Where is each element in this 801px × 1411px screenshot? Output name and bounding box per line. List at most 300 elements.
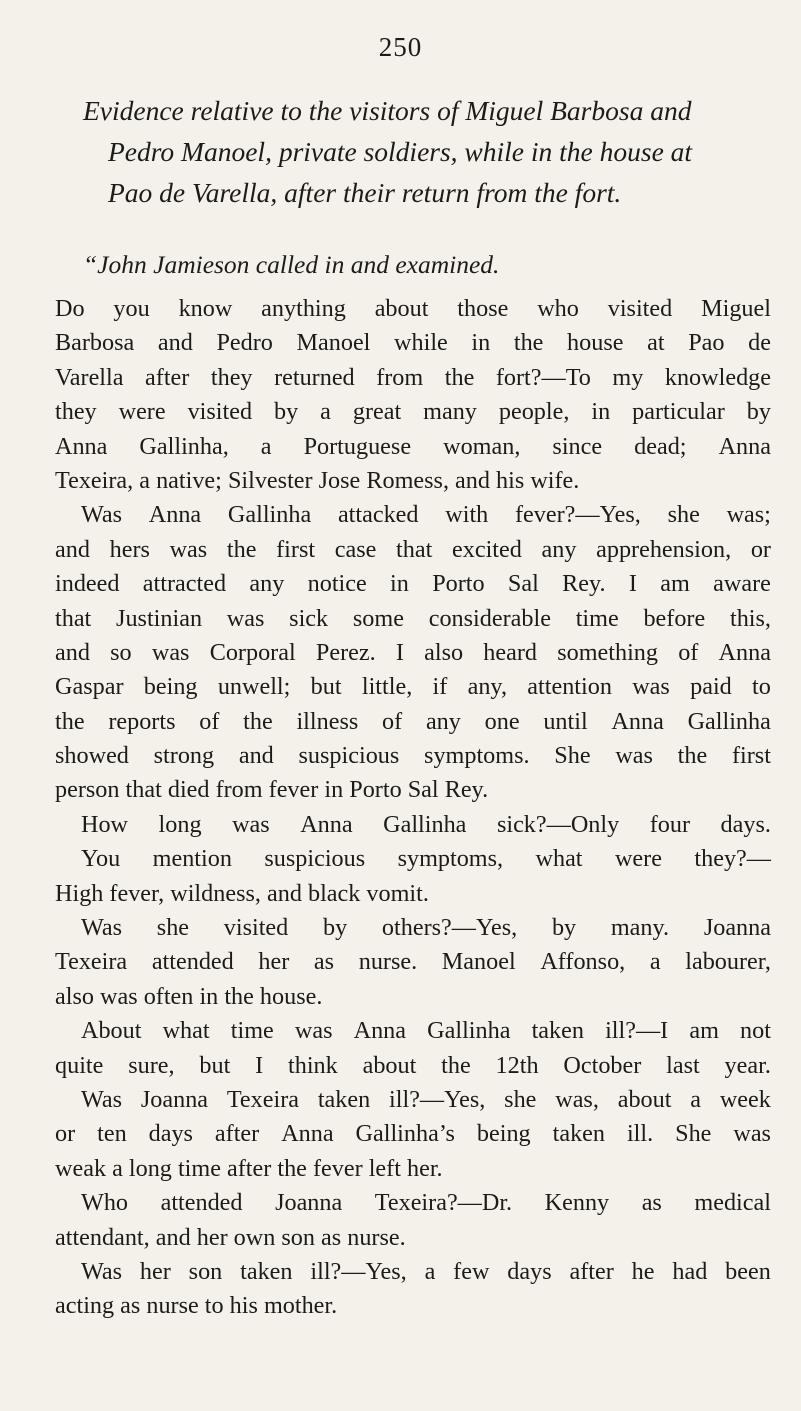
word: year. [724, 1051, 771, 1079]
text-line [55, 1117, 771, 1151]
word: Was [81, 914, 123, 942]
word: Anna [718, 432, 771, 460]
word: nurse. [347, 1223, 406, 1251]
word: few [453, 1257, 490, 1285]
word: Manoel [296, 329, 371, 357]
word: four [649, 810, 691, 838]
word: medical [694, 1189, 771, 1217]
word: She [554, 742, 591, 770]
word: Anna [281, 1120, 334, 1148]
word: that [396, 535, 433, 563]
word: she [667, 501, 700, 529]
word: house [567, 329, 624, 357]
text-line [55, 842, 771, 876]
word: Anna [148, 501, 202, 529]
word: of [199, 707, 220, 735]
word: a [260, 432, 272, 460]
word: ill?—Yes, [310, 1257, 407, 1285]
word: being [476, 1120, 531, 1148]
text-line [55, 980, 771, 1014]
word: Portuguese [303, 432, 412, 460]
word: house. [259, 982, 323, 1010]
word: son [188, 1257, 223, 1285]
word: 12th [495, 1051, 539, 1079]
word: Texeira [226, 1085, 300, 1113]
word: my [612, 363, 644, 391]
word: sick?—Only [496, 810, 620, 838]
word: person [55, 776, 120, 804]
page-number: 250 [378, 32, 423, 62]
word: Perez. [315, 638, 376, 666]
word: Sal [407, 776, 439, 804]
word: reports [108, 707, 176, 735]
word: symptoms, [397, 845, 504, 873]
word: attended [151, 948, 234, 976]
word: in [390, 570, 409, 598]
word: the [55, 707, 85, 735]
word: suspicious [264, 845, 366, 873]
word: case [334, 535, 377, 563]
word: attendant, [55, 1223, 150, 1251]
text-line [55, 292, 771, 326]
word: Anna [300, 810, 353, 838]
word: a [649, 948, 661, 976]
word: know [178, 295, 233, 322]
word: her [196, 1223, 228, 1251]
word: days. [720, 810, 771, 838]
word: who [537, 295, 579, 322]
word: of [678, 638, 699, 666]
word: or [750, 535, 771, 563]
word: first [731, 742, 771, 770]
word: been [725, 1257, 771, 1285]
word: was [100, 982, 138, 1010]
text-line [55, 326, 771, 360]
word: Barbosa [55, 329, 135, 357]
heading-line: Pedro Manoel, private soldiers, while in the house at [108, 136, 693, 167]
word: but [199, 1051, 231, 1079]
text-line [55, 464, 771, 498]
word: taken [240, 1257, 293, 1285]
word: about [362, 1051, 417, 1079]
word: was [151, 638, 190, 666]
word: attracted [142, 570, 227, 598]
word: Porto [349, 776, 402, 804]
word: son [281, 1223, 315, 1251]
word: black [307, 879, 361, 907]
word: wife. [530, 466, 580, 494]
word: people, [498, 398, 570, 426]
word: many. [610, 914, 670, 942]
word: woman, [443, 432, 521, 460]
word: apprehension, [596, 535, 732, 563]
word: as [321, 1223, 342, 1251]
word: indeed [55, 570, 120, 598]
word: own [233, 1223, 276, 1251]
text-line [55, 1255, 771, 1289]
word: in [324, 776, 344, 804]
word: any [541, 535, 577, 563]
word: since [552, 432, 603, 460]
word: particular [632, 398, 725, 426]
word: left [368, 1154, 401, 1182]
word: heard [483, 638, 537, 666]
word: so [110, 638, 132, 666]
word: was [615, 742, 653, 770]
word: visited [223, 914, 289, 942]
word: October [563, 1051, 642, 1079]
word: one [484, 707, 520, 735]
word: Anna [718, 638, 771, 666]
text-line [55, 533, 771, 567]
word: wildness, [170, 879, 261, 907]
word: what [162, 1017, 210, 1045]
heading-line: Evidence relative to the visitors of Miguel Barbosa and [83, 95, 692, 126]
word: About [81, 1017, 142, 1045]
word: Gallinha [687, 707, 771, 735]
word: after [227, 1154, 272, 1182]
word: attacked [337, 501, 419, 529]
word: visited [607, 295, 673, 322]
word: she [504, 1085, 537, 1113]
word: what [535, 845, 583, 873]
word: was [632, 673, 670, 701]
word: Romess, [366, 466, 449, 494]
text-line [55, 361, 771, 395]
word: Corporal [209, 638, 296, 666]
word: at [647, 329, 665, 357]
word: ill. [626, 1120, 654, 1148]
word: her [258, 948, 290, 976]
word: and [157, 329, 193, 357]
text-line [55, 945, 771, 979]
word: Justinian [116, 604, 203, 632]
word: you [113, 295, 150, 322]
word: excited [452, 535, 522, 563]
word: any [425, 707, 461, 735]
word: weak [55, 1154, 107, 1182]
word: if [432, 673, 448, 701]
word: as [313, 948, 335, 976]
word: considerable [428, 604, 551, 632]
heading-line: Pao de Varella, after their return from the fort. [108, 177, 622, 208]
word: fever, [109, 879, 165, 907]
word: first [276, 535, 316, 563]
text-line [55, 1083, 771, 1117]
word: by [746, 398, 771, 426]
text-line [55, 602, 771, 636]
word: time [575, 604, 619, 632]
word: paid [690, 673, 732, 701]
word: notice [307, 570, 367, 598]
word: Varella [55, 363, 124, 391]
word: mention [152, 845, 232, 873]
word: also [424, 638, 464, 666]
word: vomit. [366, 879, 429, 907]
text-line [55, 1186, 771, 1220]
word: they [55, 398, 97, 426]
word: was [226, 604, 265, 632]
word: Rey. [562, 570, 606, 598]
text-line [55, 1049, 771, 1083]
word: days [507, 1257, 552, 1285]
word: fort?—To [495, 363, 591, 391]
word: the [677, 742, 708, 770]
text-line [55, 911, 771, 945]
word: dead; [634, 432, 687, 460]
text-line [55, 567, 771, 601]
word: was [733, 1120, 771, 1148]
word: unwell; [217, 673, 291, 701]
word: were [118, 398, 166, 426]
word: was; [726, 501, 771, 529]
word: and [455, 466, 490, 494]
word: nurse [146, 1292, 199, 1320]
word: the [444, 363, 475, 391]
word: Gallinha [227, 501, 312, 529]
word: am [660, 570, 690, 598]
word: before [643, 604, 706, 632]
word: de [748, 329, 771, 357]
word: ill?—Yes, [389, 1085, 486, 1113]
word: were [614, 845, 662, 873]
word: his [496, 466, 525, 494]
text-line [55, 498, 771, 532]
word: Affonso, [540, 948, 626, 976]
word: attention [527, 673, 612, 701]
text-line [55, 808, 771, 842]
word: Texeira [55, 948, 128, 976]
word: anything [261, 295, 346, 322]
word: days [148, 1120, 193, 1148]
word: think [288, 1051, 338, 1079]
word: Kenny [544, 1189, 610, 1217]
word: Do [55, 295, 85, 322]
word: Silvester [227, 466, 313, 494]
word: I [255, 1051, 264, 1079]
word: am [689, 1017, 719, 1045]
word: the [226, 535, 257, 563]
word: about [374, 295, 429, 322]
word: You [81, 845, 121, 873]
word: She [675, 1120, 712, 1148]
word: Who [81, 1189, 129, 1217]
word: I [628, 570, 637, 598]
word: Joanna [140, 1085, 209, 1113]
word: by [274, 398, 299, 426]
word: ten [97, 1120, 127, 1148]
word: in [471, 329, 491, 357]
word: that [55, 604, 92, 632]
word: mother. [263, 1292, 338, 1320]
word: a [139, 466, 151, 494]
word: being [143, 673, 198, 701]
text-line [55, 1221, 771, 1255]
word: Pedro [216, 329, 273, 357]
text-line [55, 430, 771, 464]
word: Manoel [441, 948, 516, 976]
word: aware [713, 570, 771, 598]
word: Gallinha [383, 810, 467, 838]
word: was, [555, 1085, 599, 1113]
word: by [323, 914, 348, 942]
word: any, [467, 673, 507, 701]
word: the [243, 707, 273, 735]
word: and [238, 742, 274, 770]
word: Gallinha, [139, 432, 229, 460]
word: the [224, 982, 254, 1010]
word: with [445, 501, 489, 529]
word: symptoms. [424, 742, 530, 770]
word: had [672, 1257, 708, 1285]
word: a [424, 1257, 436, 1285]
word: Anna [55, 432, 108, 460]
testimony-body [55, 292, 771, 1324]
text-line [55, 1014, 771, 1048]
word: sick [289, 604, 329, 632]
word: fever [312, 1154, 363, 1182]
word: by [551, 914, 577, 942]
word: not [740, 1017, 771, 1045]
word: and [55, 535, 90, 563]
word: after [569, 1257, 614, 1285]
word: week [719, 1085, 771, 1113]
word: time [177, 1154, 221, 1182]
text-line [55, 1289, 771, 1323]
word: and [155, 1223, 191, 1251]
word: until [543, 707, 588, 735]
word: Texeira, [55, 466, 134, 494]
word: taken [531, 1017, 584, 1045]
word: about [617, 1085, 672, 1113]
word: those [457, 295, 509, 322]
word: fever [268, 776, 319, 804]
word: this, [729, 604, 771, 632]
word: Gaspar [55, 673, 124, 701]
word: attended [160, 1189, 243, 1217]
word: the [277, 1154, 307, 1182]
word: time [230, 1017, 274, 1045]
word: long [128, 1154, 172, 1182]
word: Joanna [703, 914, 771, 942]
word: many [423, 398, 477, 426]
witness-subheading: “John Jamieson called in and examined. [83, 250, 500, 279]
text-line [55, 773, 771, 807]
word: native; [156, 466, 222, 494]
word: High [55, 879, 104, 907]
word: taken [552, 1120, 605, 1148]
word: Joanna [275, 1189, 343, 1217]
word: acting [55, 1292, 115, 1320]
word: knowledge [664, 363, 771, 391]
word: that [125, 776, 162, 804]
word: Was [81, 1085, 123, 1113]
word: to [204, 1292, 224, 1320]
word: How [81, 810, 129, 838]
word: was [169, 535, 208, 563]
word: some [352, 604, 404, 632]
word: labourer, [685, 948, 771, 976]
word: taken [317, 1085, 371, 1113]
word: to [752, 673, 771, 701]
word: illness [296, 707, 359, 735]
word: often [143, 982, 194, 1010]
text-line [55, 1152, 771, 1186]
word: after [145, 363, 190, 391]
word: I [395, 638, 404, 666]
word: great [352, 398, 402, 426]
word: the [513, 329, 544, 357]
word: in [199, 982, 219, 1010]
word: and [266, 879, 302, 907]
word: long [158, 810, 202, 838]
word: suspicious [298, 742, 400, 770]
word: was [294, 1017, 333, 1045]
word: they?— [694, 845, 771, 873]
word: Anna [611, 707, 664, 735]
word: Texeira?—Dr. [374, 1189, 513, 1217]
word: died [167, 776, 210, 804]
text-line [55, 636, 771, 670]
word: or [55, 1120, 76, 1148]
word: also [55, 982, 94, 1010]
word: sure, [128, 1051, 175, 1079]
word: Miguel [701, 295, 771, 322]
text-line [55, 739, 771, 773]
word: but [310, 673, 342, 701]
word: she [156, 914, 190, 942]
word: her [139, 1257, 171, 1285]
word: from [215, 776, 263, 804]
word: showed [55, 742, 129, 770]
word: was [232, 810, 270, 838]
word: returned [274, 363, 355, 391]
word: others?—Yes, [381, 914, 518, 942]
word: ill?—I [605, 1017, 669, 1045]
word: Jose [318, 466, 361, 494]
word: last [666, 1051, 700, 1079]
word: Pao [688, 329, 725, 357]
word: as [641, 1189, 662, 1217]
word: her. [406, 1154, 443, 1182]
word: in [591, 398, 611, 426]
word: of [382, 707, 403, 735]
word: Was [81, 501, 123, 529]
word: any [249, 570, 285, 598]
section-heading [83, 90, 763, 213]
word: something [557, 638, 658, 666]
word: Anna [353, 1017, 407, 1045]
word: a [690, 1085, 702, 1113]
word: strong [153, 742, 215, 770]
word: his [229, 1292, 258, 1320]
word: Rey. [444, 776, 489, 804]
word: Was [81, 1257, 123, 1285]
word: as [120, 1292, 141, 1320]
word: visited [187, 398, 253, 426]
word: they [210, 363, 253, 391]
word: Porto [432, 570, 485, 598]
word: he [631, 1257, 655, 1285]
text-line [55, 705, 771, 739]
word: little, [361, 673, 413, 701]
word: hers [109, 535, 150, 563]
word: Gallinha’s [355, 1120, 455, 1148]
text-line [55, 670, 771, 704]
word: Gallinha [427, 1017, 511, 1045]
word: Sal [507, 570, 539, 598]
word: a [112, 1154, 123, 1182]
